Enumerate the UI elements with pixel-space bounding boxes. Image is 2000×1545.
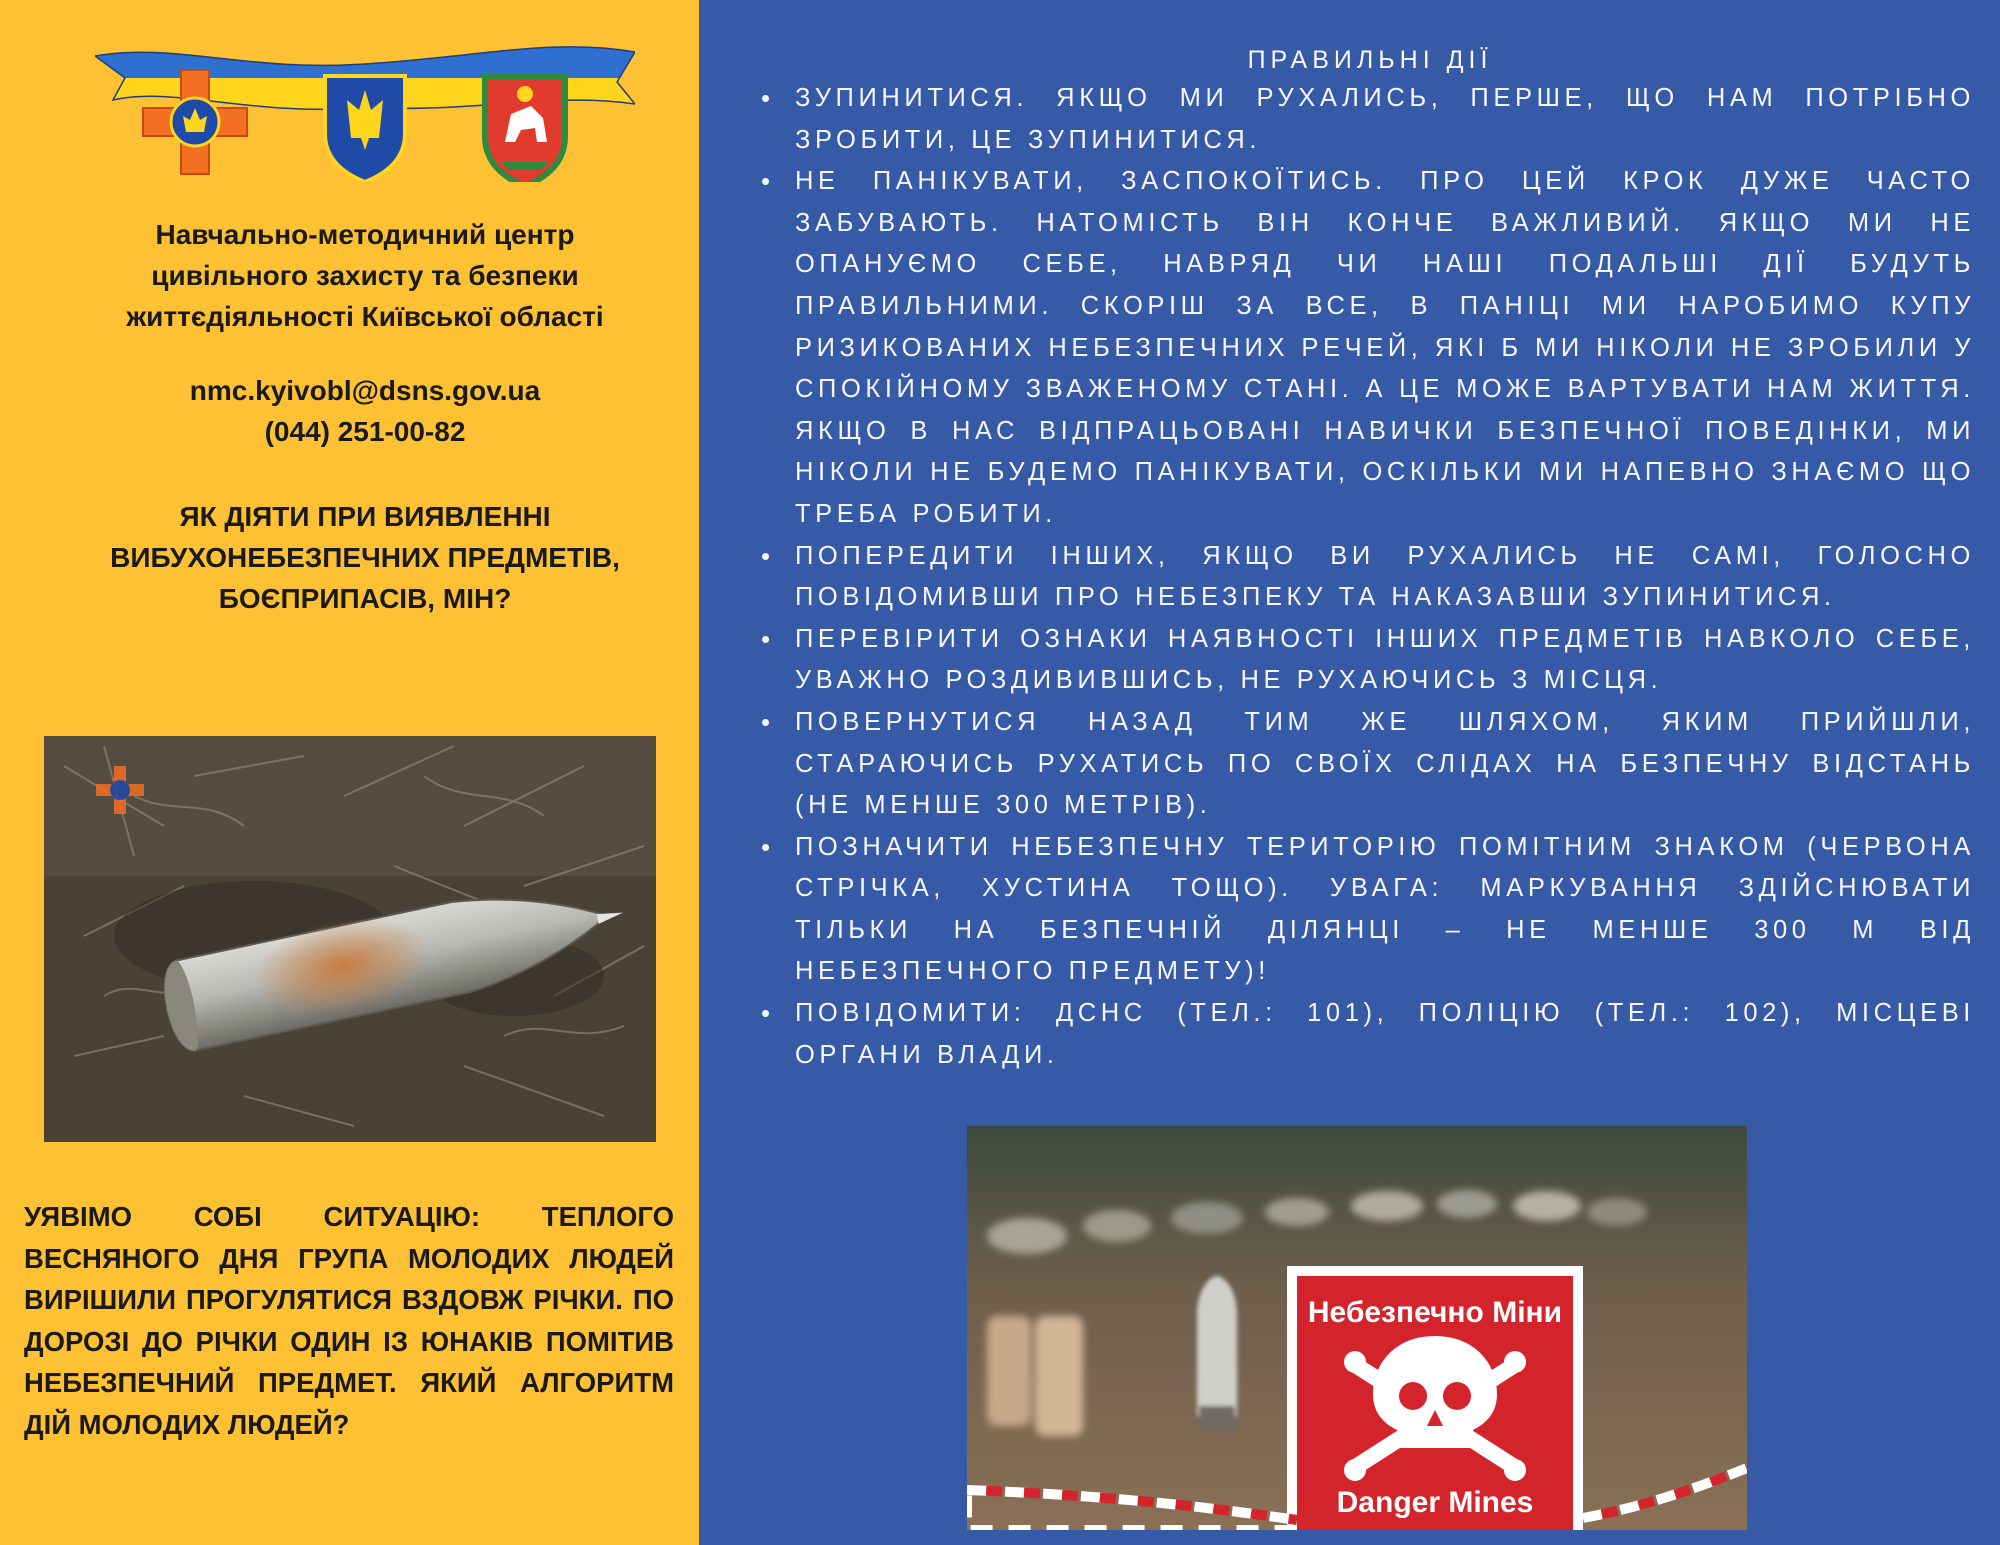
- email-text: nmc.kyivobl@dsns.gov.ua: [189, 375, 541, 406]
- bullet: •: [761, 998, 771, 1029]
- org-line-3: життєдіяльності Київської області: [126, 301, 604, 332]
- danger-sign: [1287, 1266, 1583, 1530]
- action-item-go-back: [761, 702, 1975, 827]
- contacts: [60, 370, 670, 452]
- action-item-report: [761, 993, 1975, 1076]
- org-line-2: цивільного захисту та безпеки: [151, 260, 579, 291]
- action-item-warn-others: [761, 536, 1975, 619]
- shell-photo: [44, 736, 656, 1142]
- bullet: •: [761, 83, 771, 113]
- kyiv-oblast-coat-icon: [485, 76, 565, 182]
- action-text: ПОЗНАЧИТИ НЕБЕЗПЕЧНУ ТЕРИТОРІЮ ПОМІТНИМ ЗНАКОМ (ЧЕРВОНА СТРІЧКА, ХУСТИНА ТОЩО). УВАГА: МАРКУВАННЯ ЗДІЙСНЮВАТИ ТІЛЬКИ НА БЕЗПЕЧНІЙ ДІЛЯНЦІ – НЕ МЕНШЕ 300 М ВІД НЕБЕЗПЕЧНОГО ПРЕДМЕТУ)!: [795, 832, 1975, 986]
- action-text: НЕ ПАНІКУВАТИ, ЗАСПОКОЇТИСЬ. ПРО ЦЕЙ КРОК ДУЖЕ ЧАСТО ЗАБУВАЮТЬ. НАТОМІСТЬ ВІН КОНЧЕ ВАЖЛИВИЙ. ЯКЩО МИ НЕ ОПАНУЄМО СЕБЕ, НАВРЯД ЧИ НАШІ ПОДАЛЬШІ ДІЇ БУДУТЬ ПРАВИЛЬНИМИ. СКОРІШ ЗА ВСЕ, В ПАНІЦІ МИ НАРОБИМО КУПУ РИЗИКОВАНИХ НЕБЕЗПЕЧНИХ РЕЧЕЙ, ЯКІ Б МИ НІКОЛИ НЕ ЗРОБИЛИ У СПОКІЙНОМУ ЗВАЖЕНОМУ СТАНІ. А ЦЕ МОЖЕ ВАРТУВАТИ НАМ ЖИТТЯ. ЯКЩО В НАС ВІДПРАЦЬОВАНІ НАВИЧКИ БЕЗПЕЧНОЇ ПОВЕДІНКИ, МИ НІКОЛИ НЕ БУДЕМО ПАНІКУВАТИ, ОСКІЛЬКИ МИ НАПЕВНО ЗНАЄМО ЩО ТРЕБА РОБИТИ.: [795, 167, 1975, 528]
- question-line-2: ВИБУХОНЕБЕЗПЕЧНИХ ПРЕДМЕТІВ,: [110, 542, 620, 573]
- action-text: ПОВЕРНУТИСЯ НАЗАД ТИМ ЖЕ ШЛЯХОМ, ЯКИМ ПРИЙШЛИ, СТАРАЮЧИСЬ РУХАТИСЬ ПО СВОЇХ СЛІДАХ НА БЕЗПЕЧНУ ВІДСТАНЬ (НЕ МЕНШЕ 300 МЕТРІВ).: [795, 707, 1975, 820]
- left-panel: [0, 0, 699, 1545]
- bullet: •: [761, 623, 771, 654]
- sign-top-text: Небезпечно Міни: [1307, 1296, 1563, 1329]
- correct-actions-list: [755, 78, 1975, 1076]
- bullet: •: [761, 706, 771, 737]
- correct-actions-heading: ПРАВИЛЬНІ ДІЇ: [1247, 46, 1493, 74]
- action-text: ПЕРЕВІРИТИ ОЗНАКИ НАЯВНОСТІ ІНШИХ ПРЕДМЕТІВ НАВКОЛО СЕБЕ, УВАЖНО РОЗДИВИВШИСЬ, НЕ РУХАЮЧИСЬ З МІСЦЯ.: [795, 624, 1975, 695]
- org-line-1: Навчально-методичний центр: [155, 219, 575, 250]
- bullet: •: [761, 831, 771, 862]
- action-text: ПОВІДОМИТИ: ДСНС (ТЕЛ.: 101), ПОЛІЦІЮ (ТЕЛ.: 102), МІСЦЕВІ ОРГАНИ ВЛАДИ.: [795, 999, 1975, 1069]
- action-item-stop: [761, 78, 1975, 161]
- action-item-no-panic: [761, 161, 1975, 535]
- action-item-check-surroundings: [761, 619, 1975, 702]
- bullet: •: [761, 540, 771, 571]
- emblems-banner: [95, 42, 635, 182]
- trident-coat-icon: [325, 76, 405, 182]
- question-line-1: ЯК ДІЯТИ ПРИ ВИЯВЛЕННІ: [179, 501, 551, 532]
- action-item-mark-area: [761, 827, 1975, 993]
- phone-text: (044) 251-00-82: [264, 416, 466, 447]
- organization-name: [60, 214, 670, 337]
- action-text: ПОПЕРЕДИТИ ІНШИХ, ЯКЩО ВИ РУХАЛИСЬ НЕ САМІ, ГОЛОСНО ПОВІДОМИВШИ ПРО НЕБЕЗПЕКУ ТА НАКАЗАВШИ ЗУПИНИТИСЯ.: [795, 541, 1975, 612]
- danger-mines-photo: [967, 1126, 1747, 1530]
- main-question-title: [60, 496, 670, 619]
- action-text: ЗУПИНИТИСЯ. ЯКЩО МИ РУХАЛИСЬ, ПЕРШЕ, ЩО НАМ ПОТРІБНО ЗРОБИТИ, ЦЕ ЗУПИНИТИСЯ.: [795, 84, 1975, 154]
- bullet: •: [761, 166, 771, 197]
- sign-bottom-text: Danger Mines: [1336, 1486, 1534, 1519]
- question-line-3: БОЄПРИПАСІВ, МІН?: [218, 583, 512, 614]
- scenario-text: УЯВІМО СОБІ СИТУАЦІЮ: ТЕПЛОГО ВЕСНЯНОГО ДНЯ ГРУПА МОЛОДИХ ЛЮДЕЙ ВИРІШИЛИ ПРОГУЛЯТИСЯ ВЗДОВЖ РІЧКИ. ПО ДОРОЗІ ДО РІЧКИ ОДИН ІЗ ЮНАКІВ ПОМІТИВ НЕБЕЗПЕЧНИЙ ПРЕДМЕТ. ЯКИЙ АЛГОРИТМ ДІЙ МОЛОДИХ ЛЮДЕЙ?: [24, 1201, 674, 1440]
